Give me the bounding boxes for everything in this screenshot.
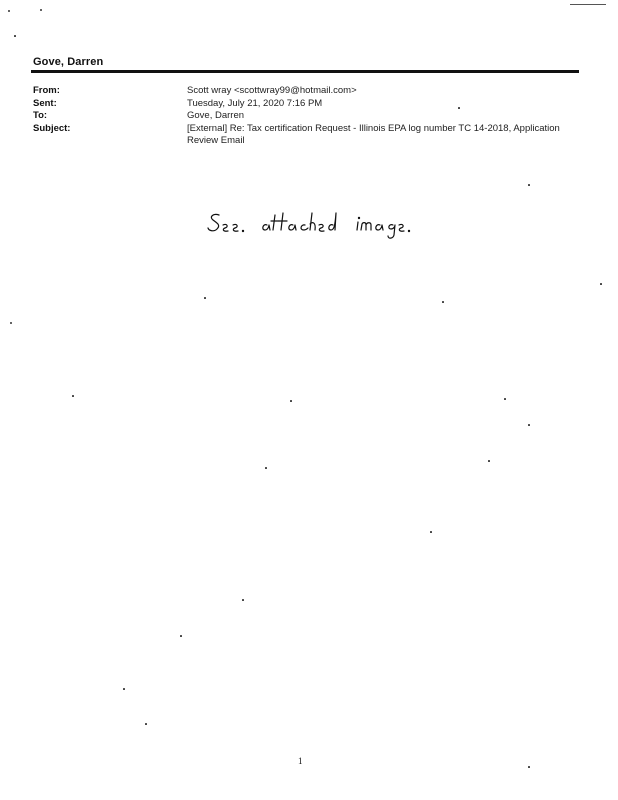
from-row: [33, 85, 583, 98]
scan-speck: [180, 635, 182, 637]
scan-corner-mark: [570, 4, 606, 5]
scan-speck: [600, 283, 602, 285]
scan-speck: [442, 301, 444, 303]
scan-speck: [528, 766, 530, 768]
scan-speck: [10, 322, 12, 324]
scan-speck: [504, 398, 506, 400]
scan-speck: [8, 10, 10, 12]
mailbox-owner-name: Gove, Darren: [33, 56, 104, 68]
page-number: 1: [298, 756, 303, 766]
scan-speck: [430, 531, 432, 533]
header-divider: [31, 70, 579, 73]
scan-speck: [528, 424, 530, 426]
from-label: From:: [33, 85, 60, 96]
subject-value: [External] Re: Tax certification Request - Illinois EPA log number TC 14-2018, Application Review Email: [187, 122, 560, 146]
to-label: To:: [33, 110, 48, 121]
subject-row: [33, 123, 583, 148]
scan-speck: [290, 400, 292, 402]
scan-speck: [14, 35, 16, 37]
scan-speck: [145, 723, 147, 725]
scan-speck: [265, 467, 267, 469]
to-row: [33, 110, 583, 123]
scan-speck: [242, 599, 244, 601]
sent-row: [33, 98, 583, 111]
handwritten-note: [205, 205, 435, 245]
subject-label: Subject:: [33, 122, 71, 134]
from-value: Scott wray <scottwray99@hotmail.com>: [187, 85, 357, 96]
sent-label: Sent:: [33, 97, 57, 109]
email-header-fields: [33, 85, 583, 148]
scan-speck: [458, 107, 460, 109]
to-value: Gove, Darren: [187, 110, 245, 121]
scan-speck: [528, 184, 530, 186]
scan-speck: [72, 395, 74, 397]
scan-speck: [204, 297, 206, 299]
scan-speck: [123, 688, 125, 690]
scan-speck: [488, 460, 490, 462]
sent-value: Tuesday, July 21, 2020 7:16 PM: [187, 97, 323, 109]
scan-speck: [40, 9, 42, 11]
